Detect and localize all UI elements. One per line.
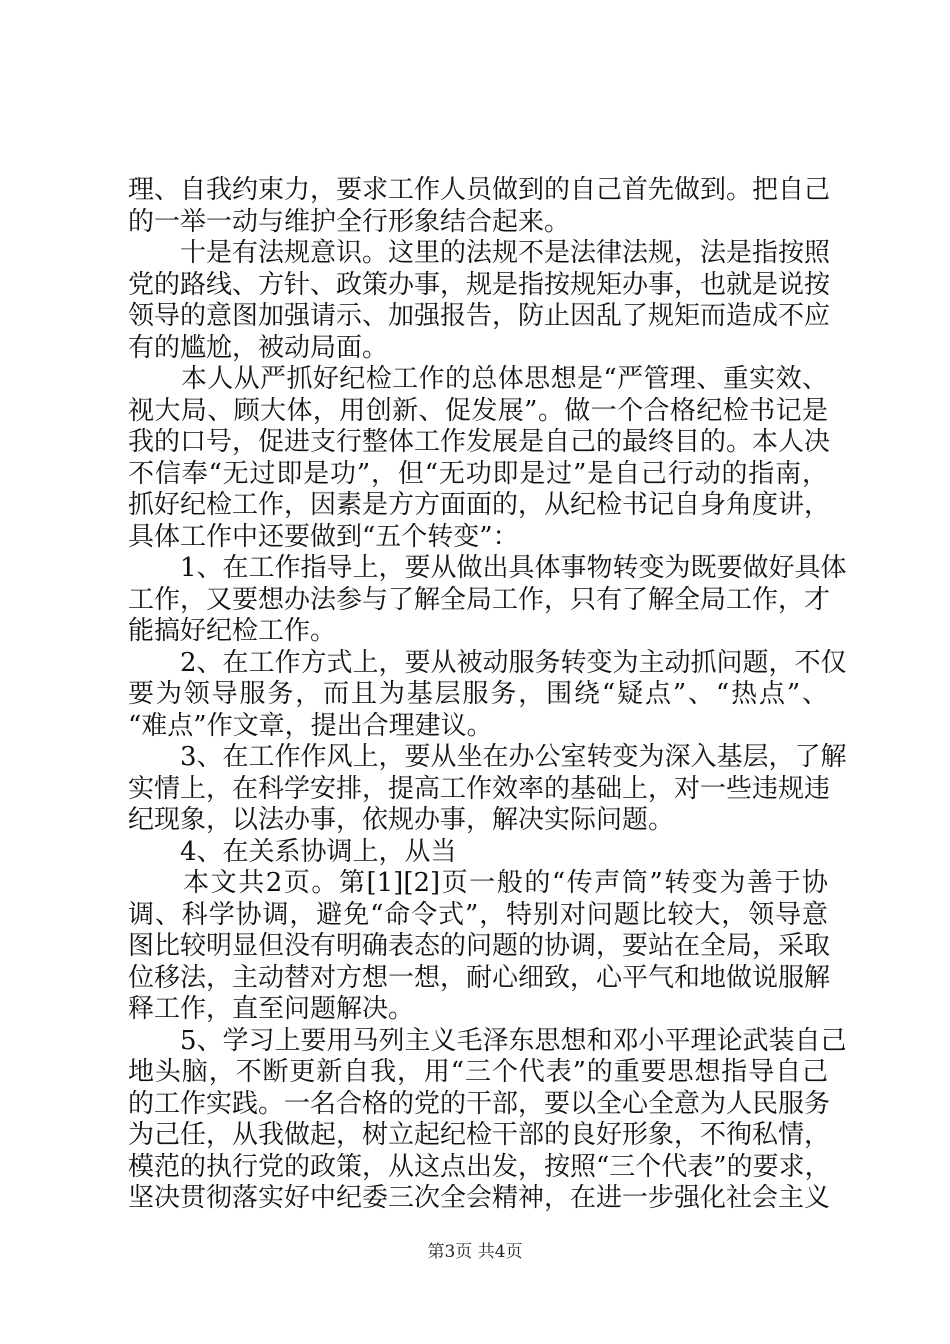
text-line: 图比较明显但没有明确表态的问题的协调，要站在全局，采取 xyxy=(128,931,831,961)
page-footer: 第3页 共4页 xyxy=(427,1242,523,1262)
text-line: 要为领导服务，而且为基层服务，围绕“疑点”、“热点”、 xyxy=(128,679,828,709)
text-line: 坚决贯彻落实好中纪委三次全会精神，在进一步强化社会主义 xyxy=(128,1183,831,1213)
text-line: 的工作实践。一名合格的党的干部，要以全心全意为人民服务 xyxy=(128,1089,831,1119)
text-line: 调、科学协调，避免“命令式”，特别对问题比较大，领导意 xyxy=(128,900,828,930)
text-line: 本文共2页。第[1][2]页一般的“传声筒”转变为善于协 xyxy=(128,868,828,898)
text-line: 领导的意图加强请示、加强报告，防止因乱了规矩而造成不应 xyxy=(128,301,831,331)
text-line: 纪现象，以法办事，依规办事，解决实际问题。 xyxy=(128,805,675,835)
text-line: “难点”作文章，提出合理建议。 xyxy=(128,711,493,741)
text-line: 释工作，直至问题解决。 xyxy=(128,994,415,1024)
text-line: 的一举一动与维护全行形象结合起来。 xyxy=(128,207,571,237)
text-line: 不信奉“无过即是功”，但“无功即是过”是自己行动的指南， xyxy=(128,459,828,489)
text-line: 抓好纪检工作，因素是方方面面的，从纪检书记自身角度讲， xyxy=(128,490,831,520)
text-line: 2、在工作方式上，要从被动服务转变为主动抓问题，不仅 xyxy=(128,648,847,678)
text-line: 视大局、顾大体，用创新、促发展”。做一个合格纪检书记是 xyxy=(128,396,828,426)
text-line: 本人从严抓好纪检工作的总体思想是“严管理、重实效、 xyxy=(128,364,828,394)
text-line: 位移法，主动替对方想一想，耐心细致，心平气和地做说服解 xyxy=(128,963,831,993)
text-line: 有的尴尬，被动局面。 xyxy=(128,333,389,363)
text-line: 具体工作中还要做到“五个转变”： xyxy=(128,522,519,552)
text-line: 十是有法规意识。这里的法规不是法律法规，法是指按照 xyxy=(128,238,831,268)
text-line: 我的口号，促进支行整体工作发展是自己的最终目的。本人决 xyxy=(128,427,831,457)
text-line: 党的路线、方针、政策办事，规是指按规矩办事，也就是说按 xyxy=(128,270,831,300)
text-line: 3、在工作作风上，要从坐在办公室转变为深入基层，了解 xyxy=(128,742,847,772)
text-line: 实情上，在科学安排，提高工作效率的基础上，对一些违规违 xyxy=(128,774,831,804)
text-line: 1、在工作指导上，要从做出具体事物转变为既要做好具体 xyxy=(128,553,847,583)
text-line: 4、在关系协调上，从当 xyxy=(128,837,457,867)
text-line: 地头脑，不断更新自我，用“三个代表”的重要思想指导自己 xyxy=(128,1057,828,1087)
text-line: 工作，又要想办法参与了解全局工作，只有了解全局工作，才 xyxy=(128,585,831,615)
text-line: 5、学习上要用马列主义毛泽东思想和邓小平理论武装自己 xyxy=(128,1026,847,1056)
text-line: 为己任，从我做起，树立起纪检干部的良好形象，不徇私情， xyxy=(128,1120,831,1150)
text-line: 模范的执行党的政策，从这点出发，按照“三个代表”的要求， xyxy=(128,1152,831,1182)
text-line: 能搞好纪检工作。 xyxy=(128,616,337,646)
text-line: 理、自我约束力，要求工作人员做到的自己首先做到。把自己 xyxy=(128,175,831,205)
